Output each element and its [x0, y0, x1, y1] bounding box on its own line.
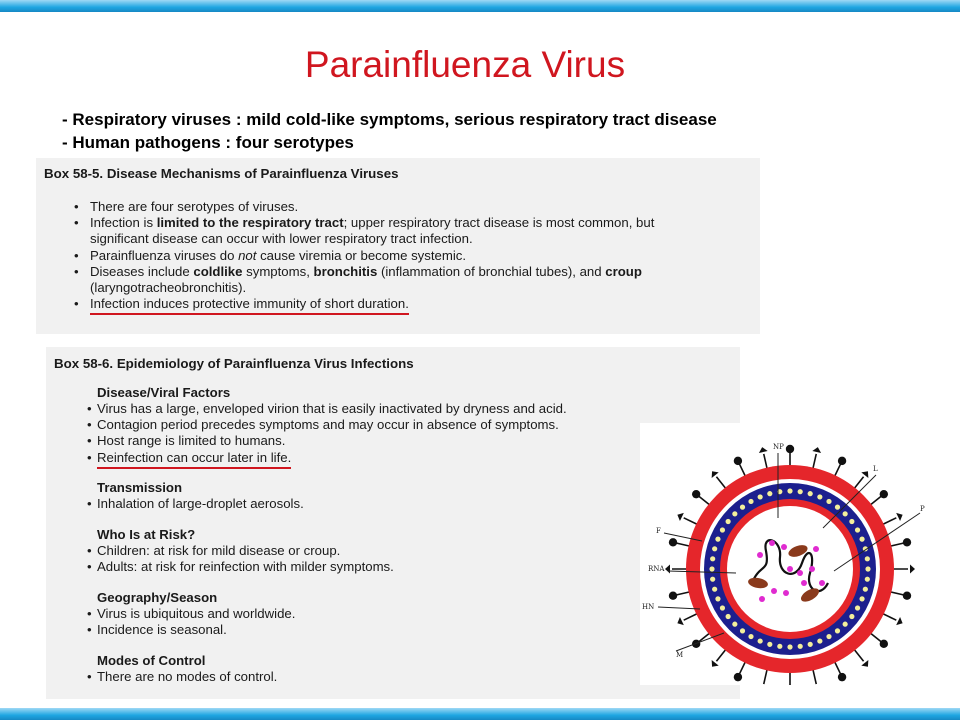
- box-epidemiology: [46, 347, 740, 699]
- list-item: [74, 215, 654, 247]
- virion-illustration: [640, 423, 932, 685]
- hn-glycoprotein-head: [669, 592, 677, 600]
- matrix-bead: [758, 494, 763, 499]
- matrix-bead: [710, 556, 715, 561]
- polymerase-dot: [813, 546, 819, 552]
- section-heading: Disease/Viral Factors: [97, 385, 231, 400]
- matrix-bead: [709, 566, 714, 571]
- list-item: • There are no modes of control.: [89, 669, 277, 685]
- matrix-bead: [767, 642, 772, 647]
- polymerase-dot: [819, 580, 825, 586]
- section-modes-of-control: [89, 653, 277, 685]
- f-glycoprotein-head: [665, 565, 670, 574]
- matrix-bead: [710, 577, 715, 582]
- f-glycoprotein-head: [712, 660, 719, 667]
- polymerase-dot: [809, 566, 815, 572]
- box-title: Box 58-6. Epidemiology of Parainfluenza Virus Infections: [54, 356, 414, 371]
- matrix-bead: [849, 614, 854, 619]
- section-heading: Geography/Season: [97, 590, 218, 605]
- section-list: [89, 543, 394, 575]
- label-hn: HN: [642, 603, 655, 611]
- section-list: [89, 606, 295, 638]
- underlined-item-text: Infection induces protective immunity of short duration.: [90, 296, 409, 315]
- matrix-bead: [859, 537, 864, 542]
- f-glycoprotein-head: [812, 447, 821, 453]
- list-item: • Host range is limited to humans.: [89, 433, 567, 449]
- item-text: symptoms,: [242, 263, 314, 279]
- section-transmission: [89, 480, 304, 512]
- item-emphasis: bronchitis: [313, 263, 378, 279]
- item-emphasis: coldlike: [193, 263, 243, 279]
- matrix-bead: [817, 638, 822, 643]
- f-glycoprotein-head: [712, 471, 719, 478]
- list-item: • Children: at risk for mild disease or croup.: [89, 543, 394, 559]
- matrix-bead: [843, 622, 848, 627]
- f-glycoprotein-head: [677, 617, 683, 625]
- item-emphasis: not: [238, 247, 257, 263]
- matrix-bead: [855, 605, 860, 610]
- matrix-bead: [863, 587, 868, 592]
- hn-glycoprotein-head: [692, 490, 700, 498]
- matrix-bead: [726, 614, 731, 619]
- list-item: • Incidence is seasonal.: [89, 622, 295, 638]
- item-text: significant disease can occur with lower respiratory tract infection.: [90, 231, 473, 247]
- section-list: [89, 496, 304, 512]
- mechanisms-list: [74, 199, 654, 312]
- matrix-bead: [849, 519, 854, 524]
- matrix-bead: [835, 505, 840, 510]
- section-heading: Who Is at Risk?: [97, 527, 196, 542]
- label-f: F: [656, 527, 661, 535]
- item-text: (inflammation of bronchial tubes), and: [377, 263, 606, 279]
- item-text: cause viremia or become systemic.: [256, 247, 467, 263]
- item-text: ; upper respiratory tract disease is most common, but: [343, 215, 655, 231]
- polymerase-dot: [769, 540, 775, 546]
- label-m: M: [676, 651, 684, 659]
- polymerase-dot: [759, 596, 765, 602]
- polymerase-dot: [787, 566, 793, 572]
- hn-glycoprotein-head: [786, 445, 794, 453]
- list-item: [74, 264, 654, 296]
- item-text: Diseases include: [90, 263, 194, 279]
- hn-glycoprotein-head: [734, 457, 742, 465]
- matrix-bead: [808, 642, 813, 647]
- f-glycoprotein-head: [896, 617, 902, 625]
- f-glycoprotein-head: [861, 660, 868, 667]
- section-list: [89, 669, 277, 685]
- matrix-bead: [715, 537, 720, 542]
- matrix-bead: [740, 628, 745, 633]
- matrix-bead: [817, 494, 822, 499]
- bottom-accent-bar: [0, 708, 960, 720]
- f-glycoprotein-head: [861, 471, 868, 478]
- matrix-bead: [865, 577, 870, 582]
- list-item: • Contagion period precedes symptoms and may occur in absence of symptoms.: [89, 417, 567, 433]
- hn-glycoprotein-head: [880, 640, 888, 648]
- matrix-bead: [777, 644, 782, 649]
- matrix-bead: [808, 491, 813, 496]
- label-rna: RNA: [648, 565, 665, 573]
- matrix-bead: [865, 566, 870, 571]
- hn-glycoprotein-head: [880, 490, 888, 498]
- matrix-bead: [732, 622, 737, 627]
- f-glycoprotein-head: [677, 513, 683, 521]
- matrix-bead: [859, 596, 864, 601]
- list-item: [74, 248, 654, 264]
- matrix-bead: [798, 644, 803, 649]
- hn-glycoprotein-head: [734, 673, 742, 681]
- section-disease-viral-factors: [89, 385, 567, 466]
- matrix-bead: [720, 605, 725, 610]
- section-heading: Transmission: [97, 480, 183, 495]
- hn-glycoprotein-head: [838, 457, 846, 465]
- hn-glycoprotein-head: [838, 673, 846, 681]
- matrix-bead: [732, 511, 737, 516]
- hn-glycoprotein-head: [903, 592, 911, 600]
- bullet-respiratory: - Respiratory viruses : mild cold-like symptoms, serious respiratory tract disease: [62, 110, 717, 129]
- section-list: [89, 401, 567, 466]
- f-glycoprotein-head: [910, 565, 915, 574]
- matrix-bead: [835, 628, 840, 633]
- item-emphasis: croup: [605, 263, 642, 279]
- matrix-bead: [826, 499, 831, 504]
- matrix-bead: [787, 488, 792, 493]
- section-who-is-at-risk: [89, 527, 394, 575]
- item-text: Parainfluenza viruses do: [90, 247, 239, 263]
- box-title: Box 58-5. Disease Mechanisms of Parainfluenza Viruses: [44, 166, 399, 181]
- matrix-bead: [767, 491, 772, 496]
- matrix-bead: [826, 634, 831, 639]
- matrix-bead: [720, 527, 725, 532]
- section-heading: Modes of Control: [97, 653, 206, 668]
- polymerase-dot: [783, 590, 789, 596]
- item-emphasis: limited to the respiratory tract: [156, 215, 344, 231]
- label-np: NP: [773, 443, 784, 451]
- list-item: [74, 296, 654, 312]
- matrix-bead: [855, 527, 860, 532]
- matrix-bead: [712, 546, 717, 551]
- item-text: (laryngotracheobronchitis).: [90, 280, 247, 296]
- slide-title: Parainfluenza Virus: [304, 44, 626, 85]
- matrix-bead: [787, 644, 792, 649]
- list-item: • Virus has a large, enveloped virion that is easily inactivated by dryness and acid.: [89, 401, 567, 417]
- matrix-bead: [865, 556, 870, 561]
- label-l: L: [873, 465, 878, 473]
- top-accent-bar: [0, 0, 960, 12]
- intro-bullets: [62, 108, 717, 154]
- item-text: There are four serotypes of viruses.: [90, 199, 299, 214]
- matrix-bead: [748, 499, 753, 504]
- item-text: Infection is: [90, 215, 157, 231]
- box-disease-mechanisms: [36, 158, 760, 334]
- bullet-serotypes: - Human pathogens : four serotypes: [62, 133, 354, 152]
- list-item: [89, 450, 567, 466]
- matrix-bead: [748, 634, 753, 639]
- hn-glycoprotein-head: [903, 538, 911, 546]
- polymerase-dot: [781, 544, 787, 550]
- polymerase-dot: [757, 552, 763, 558]
- f-glycoprotein-head: [759, 447, 768, 453]
- list-item: • Inhalation of large-droplet aerosols.: [89, 496, 304, 512]
- list-item: • Adults: at risk for reinfection with milder symptoms.: [89, 559, 394, 575]
- matrix-bead: [740, 505, 745, 510]
- polymerase-dot: [797, 570, 803, 576]
- section-geography-season: [89, 590, 295, 638]
- polymerase-dot: [771, 588, 777, 594]
- list-item: • Virus is ubiquitous and worldwide.: [89, 606, 295, 622]
- polymerase-dot: [801, 580, 807, 586]
- matrix-bead: [798, 489, 803, 494]
- matrix-bead: [758, 638, 763, 643]
- f-glycoprotein-head: [896, 513, 902, 521]
- list-item: [74, 199, 654, 215]
- matrix-bead: [715, 596, 720, 601]
- underlined-item-text: Reinfection can occur later in life.: [97, 450, 291, 469]
- matrix-bead: [843, 511, 848, 516]
- virus-structure-diagram: [640, 423, 932, 685]
- matrix-bead: [712, 587, 717, 592]
- matrix-bead: [726, 519, 731, 524]
- label-p: P: [920, 505, 925, 513]
- hn-glycoprotein-head: [669, 538, 677, 546]
